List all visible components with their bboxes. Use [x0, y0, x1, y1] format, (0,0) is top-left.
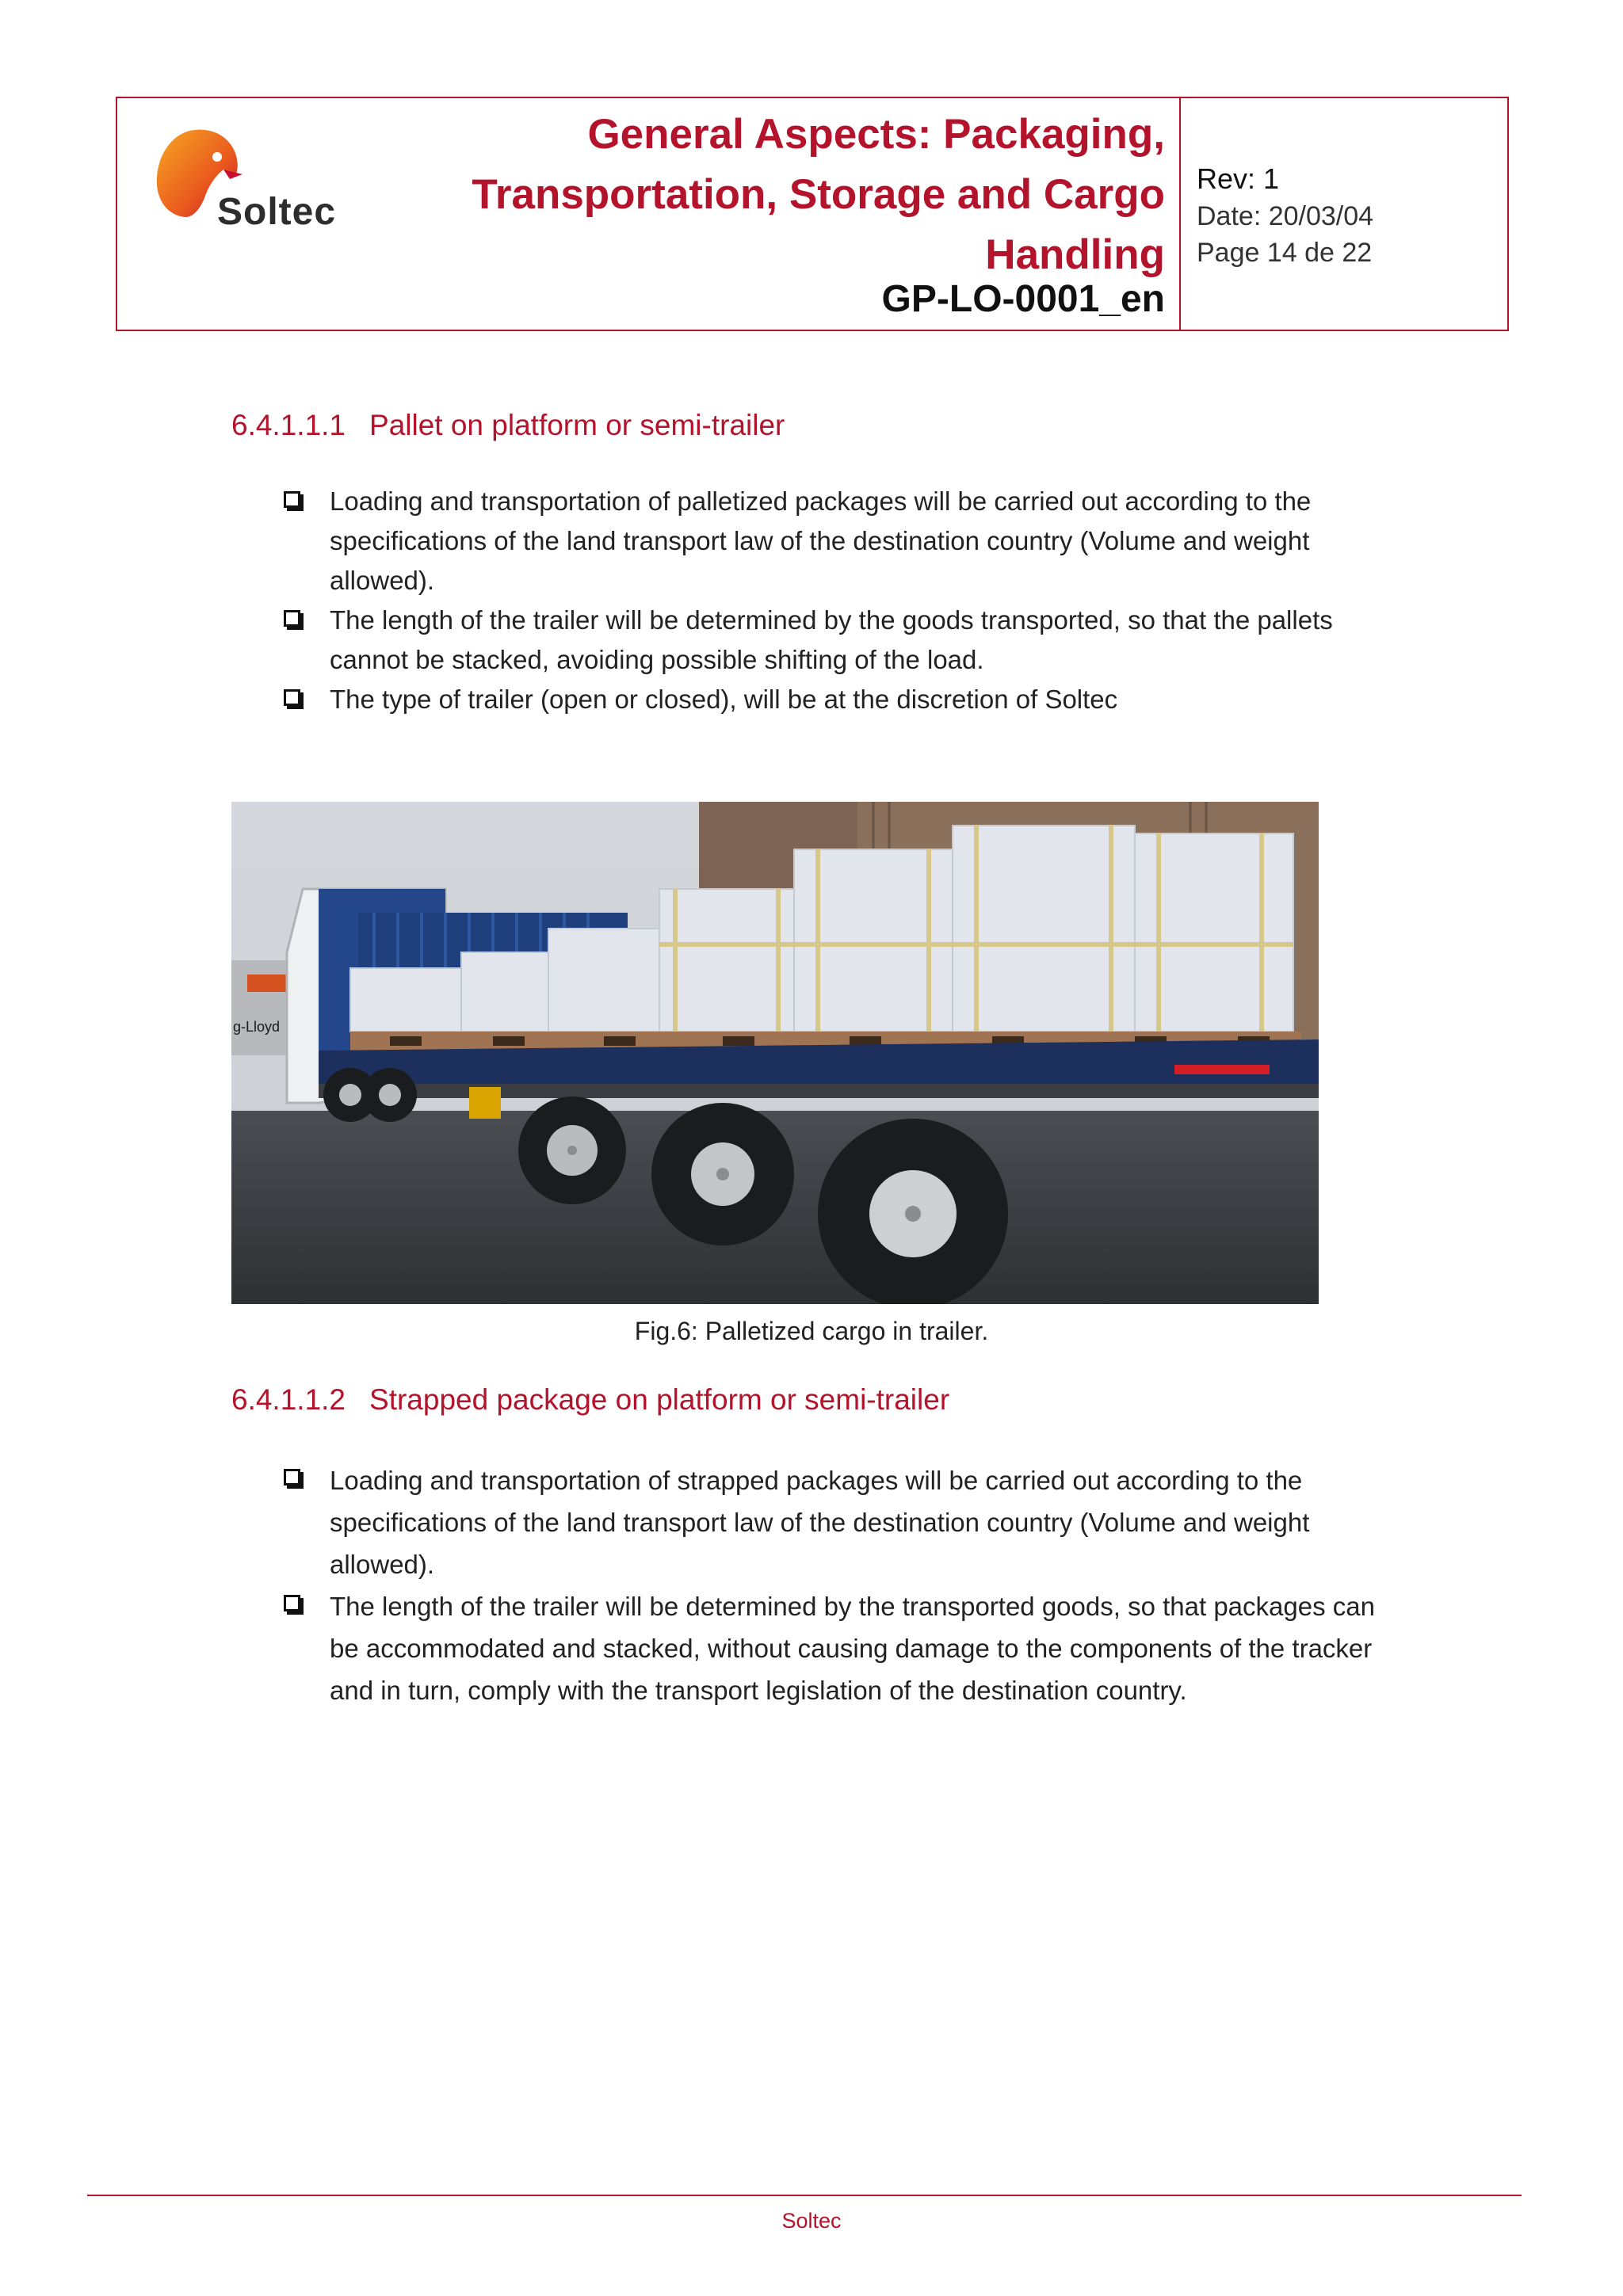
- list-item-text: The type of trailer (open or closed), will be at the discretion of Soltec: [330, 685, 1118, 714]
- checkbox-bullet-icon: [284, 1595, 300, 1611]
- list-item: [284, 1459, 1393, 1585]
- document-code: GP-LO-0001_en: [881, 278, 1165, 320]
- section-title-text: Pallet on platform or semi-trailer: [369, 409, 785, 441]
- list-item-text: Loading and transportation of strapped packages will be carried out according to the specifications of the land transport law of the destination country (Volume and weight allowed).: [330, 1466, 1310, 1579]
- footer-rule: [87, 2195, 1522, 2196]
- title-line: Transportation, Storage and Cargo: [472, 171, 1165, 218]
- document-title: [404, 105, 1165, 285]
- checklist: [284, 482, 1393, 719]
- section-title-text: Strapped package on platform or semi-trailer: [369, 1383, 950, 1416]
- checkbox-bullet-icon: [284, 689, 300, 706]
- list-item-text: Loading and transportation of palletized packages will be carried out according to the specifications of the land transport law of the destination country (Volume and weight allowed).: [330, 486, 1312, 595]
- list-item: [284, 482, 1393, 601]
- list-item: [284, 1585, 1393, 1711]
- title-line: Handling: [985, 231, 1165, 278]
- section-number: 6.4.1.1.2: [231, 1383, 346, 1416]
- section-number: 6.4.1.1.1: [231, 409, 346, 441]
- document-header: [116, 97, 1509, 331]
- header-title-cell: [117, 98, 1181, 330]
- date: Date: 20/03/04: [1197, 201, 1374, 231]
- checkbox-bullet-icon: [284, 610, 300, 627]
- list-item-text: The length of the trailer will be determined by the transported goods, so that packages can be accommodated and stacked, without causing damage to the components of the tracker and in turn, comply with the transport legislation of the destination country.: [330, 1592, 1375, 1705]
- truck-photo: [231, 802, 1319, 1304]
- truck-lettering: g-Lloyd: [233, 1019, 281, 1035]
- section-heading: [231, 409, 785, 442]
- list-item: [284, 680, 1393, 719]
- list-item-text: The length of the trailer will be determined by the goods transported, so that the pallets cannot be stacked, avoiding possible shifting of the load.: [330, 605, 1333, 674]
- section-heading: [231, 1383, 949, 1417]
- page-number: Page 14 de 22: [1197, 238, 1373, 268]
- flatbed-truck-illustration: [231, 802, 1319, 1304]
- checkbox-bullet-icon: [284, 491, 300, 508]
- logo-wordmark: Soltec: [217, 191, 337, 233]
- footer-text: Soltec: [781, 2209, 842, 2233]
- header-meta-cell: [1181, 98, 1507, 330]
- title-line: General Aspects: Packaging,: [587, 111, 1165, 158]
- checkbox-bullet-icon: [284, 1469, 300, 1486]
- list-item: [284, 601, 1393, 680]
- checklist: [284, 1459, 1393, 1711]
- revision: Rev: 1: [1197, 162, 1280, 195]
- figure-caption: Fig.6: Palletized cargo in trailer.: [634, 1317, 989, 1345]
